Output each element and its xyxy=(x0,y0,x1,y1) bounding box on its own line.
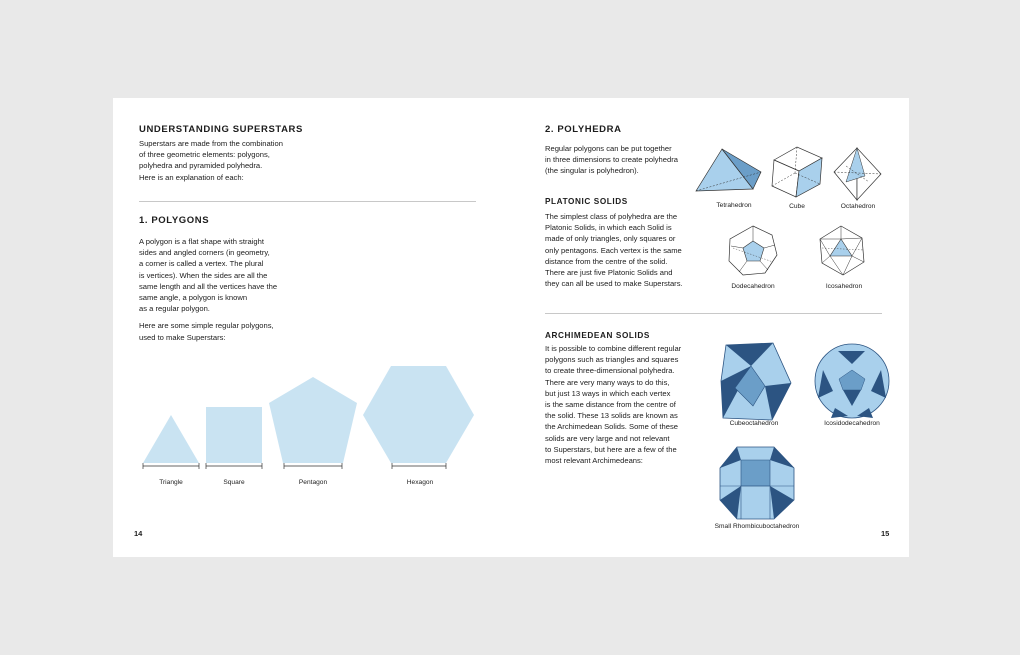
solid-label: Icosahedron xyxy=(825,283,863,290)
platonic-solids-illustration xyxy=(113,98,909,557)
body-line: Regular polygons can be put together xyxy=(545,144,672,153)
solid-label: Dodecahedron xyxy=(731,283,775,290)
body-line: most relevant Archimedeans: xyxy=(545,456,643,466)
body-line: There are just five Platonic Solids and xyxy=(545,268,673,278)
body-line: is vertices). When the sides are all the xyxy=(139,270,268,280)
body-line: polygons such as triangles and squares xyxy=(545,355,679,365)
polygon-label: Square xyxy=(223,479,245,486)
body-line: the Archimedean Solids. Some of these xyxy=(545,422,678,432)
solid-label: Icosidodecahedron xyxy=(824,420,880,427)
solid-label: Small Rhombicuboctahedron xyxy=(714,523,800,530)
cubeoctahedron-icon xyxy=(721,343,791,420)
polygon-label: Triangle xyxy=(159,479,183,486)
polygon-label: Hexagon xyxy=(406,479,434,486)
body-line: There are very many ways to do this, xyxy=(545,377,670,387)
body-line: is the same distance from the centre of xyxy=(545,400,676,410)
section-heading: 1. POLYGONS xyxy=(139,215,210,226)
body-line: they can all be used to make Superstars. xyxy=(545,279,683,289)
intro-line: Here is an explanation of each: xyxy=(139,172,244,182)
body-line: the solid. These 13 solids are known as xyxy=(545,411,678,421)
body-line: to create three-dimensional polyhedra. xyxy=(545,366,675,376)
icosahedron-icon xyxy=(820,226,864,275)
body-line: Platonic Solids, in which each Solid is xyxy=(545,223,672,233)
polygon-label: Pentagon xyxy=(298,479,328,486)
cube-icon xyxy=(772,147,822,197)
intro-line: polyhedra and pyramided polyhedra. xyxy=(139,161,263,171)
subsection-heading: PLATONIC SOLIDS xyxy=(545,197,628,206)
body-line: It is possible to combine different regular xyxy=(545,344,682,353)
icosidodecahedron-icon xyxy=(815,344,889,418)
section-heading: 2. POLYHEDRA xyxy=(545,124,622,135)
body-line: only pentagons. Each vertex is the same xyxy=(545,245,682,255)
body-line: A polygon is a flat shape with straight xyxy=(139,237,264,246)
body-line: in three dimensions to create polyhedra xyxy=(545,155,678,165)
body-line: a corner is called a vertex. The plural xyxy=(139,259,264,269)
intro-line: Superstars are made from the combination xyxy=(139,139,283,148)
body-line: same length and all the vertices have the xyxy=(139,281,278,291)
body-line: same angle, a polygon is known xyxy=(139,293,248,303)
body-line: as a regular polygon. xyxy=(139,304,210,314)
body-line: to Superstars, but here are a few of the xyxy=(545,444,677,454)
body-line: distance from the centre of the solid. xyxy=(545,256,668,266)
solid-label: Cube xyxy=(789,203,805,210)
small-rhombicuboctahedron-icon xyxy=(720,447,794,519)
dodecahedron-icon xyxy=(729,226,777,275)
body-line: (the singular is polyhedron). xyxy=(545,166,639,176)
book-spread xyxy=(113,98,909,557)
solid-label: Cubeoctahedron xyxy=(729,420,779,427)
body-line: used to make Superstars: xyxy=(139,332,226,342)
page-number-left: 14 xyxy=(134,529,143,538)
octahedron-icon xyxy=(834,148,881,200)
intro-line: of three geometric elements: polygons, xyxy=(139,150,270,160)
body-line: solids are very large and not relevant xyxy=(545,433,670,443)
page-number-right: 15 xyxy=(881,529,890,538)
solid-label: Octahedron xyxy=(840,203,876,210)
body-line: but just 13 ways in which each vertex xyxy=(545,388,671,398)
body-line: Here are some simple regular polygons, xyxy=(139,321,274,331)
body-line: sides and angled corners (in geometry, xyxy=(139,248,270,258)
body-line: made of only triangles, only squares or xyxy=(545,234,676,244)
solid-label: Tetrahedron xyxy=(716,202,752,209)
page-title: UNDERSTANDING SUPERSTARS xyxy=(139,124,303,135)
subsection-heading: ARCHIMEDEAN SOLIDS xyxy=(545,331,650,340)
body-line: The simplest class of polyhedra are the xyxy=(545,212,678,221)
tetrahedron-icon xyxy=(696,149,761,191)
